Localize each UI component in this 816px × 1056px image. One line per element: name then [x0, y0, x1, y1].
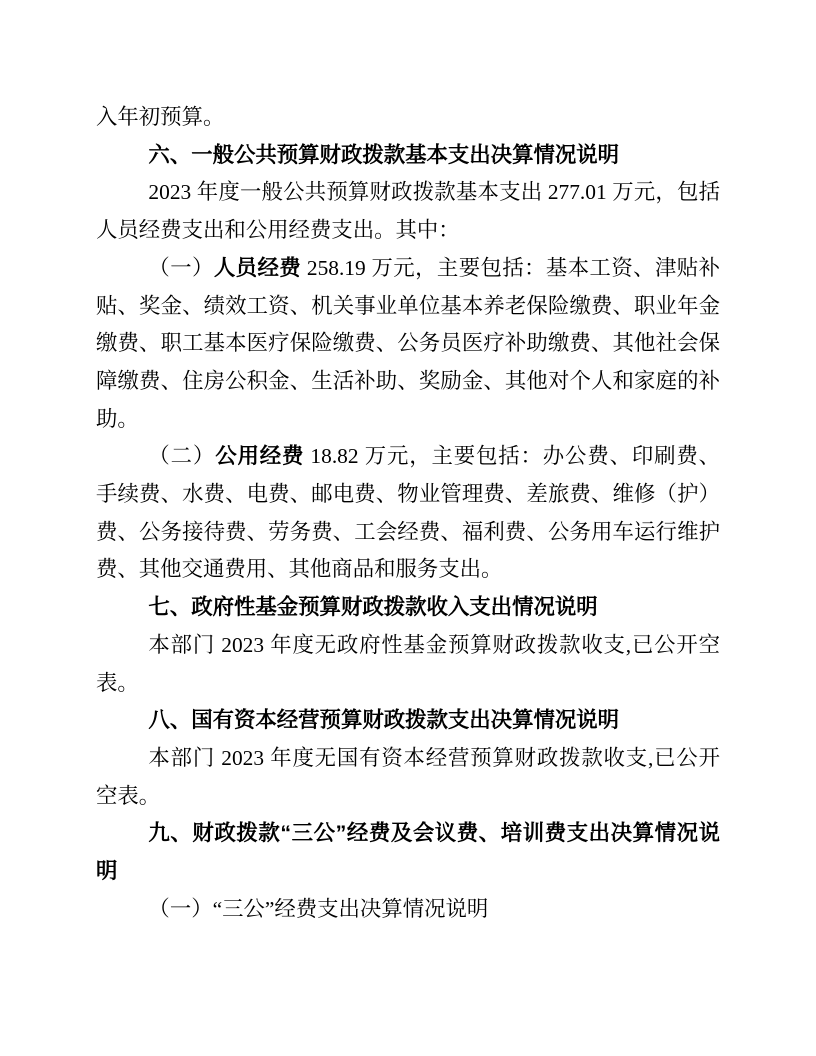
item1-term-personnel-funds: 人员经费 [213, 255, 302, 280]
item1-number: （一） [148, 255, 214, 280]
document-body [96, 99, 720, 928]
paragraph-public-expense [96, 438, 720, 589]
heading-section-7: 七、政府性基金预算财政拨款收入支出情况说明 [148, 595, 598, 620]
heading-section-8: 八、国有资本经营预算财政拨款支出决算情况说明 [148, 708, 620, 733]
paragraph-section6-intro: 2023 年度一般公共预算财政拨款基本支出 277.01 万元，包括人员经费支出和公用经费支出。其中： [96, 180, 720, 243]
subheading-section9-item1: （一）“三公”经费支出决算情况说明 [148, 896, 489, 921]
item2-text: 18.82 万元，主要包括：办公费、印刷费、手续费、水费、电费、邮电费、物业管理费、差旅费、维修（护）费、公务接待费、劳务费、工会经费、福利费、公务用车运行维护费、其他交通费用、其他商品和服务支出。 [96, 444, 720, 582]
heading-section-6: 六、一般公共预算财政拨款基本支出决算情况说明 [148, 142, 620, 167]
paragraph-personnel-expense [96, 250, 720, 439]
paragraph-carryover: 入年初预算。 [96, 105, 225, 129]
paragraph-section7-body: 本部门 2023 年度无政府性基金预算财政拨款收支,已公开空表。 [96, 632, 720, 695]
item2-number: （二） [148, 444, 216, 469]
item1-text: 258.19 万元，主要包括：基本工资、津贴补贴、奖金、绩效工资、机关事业单位基本养老保险缴费、职业年金缴费、职工基本医疗保险缴费、公务员医疗补助缴费、其他社会保障缴费、住房公积金、生活补助、奖励金、其他对个人和家庭的补助。 [96, 255, 720, 431]
item2-term-public-funds: 公用经费 [215, 444, 305, 469]
paragraph-section8-body: 本部门 2023 年度无国有资本经营预算财政拨款收支,已公开空表。 [96, 745, 720, 808]
heading-section-9: 九、财政拨款“三公”经费及会议费、培训费支出决算情况说明 [96, 821, 720, 884]
